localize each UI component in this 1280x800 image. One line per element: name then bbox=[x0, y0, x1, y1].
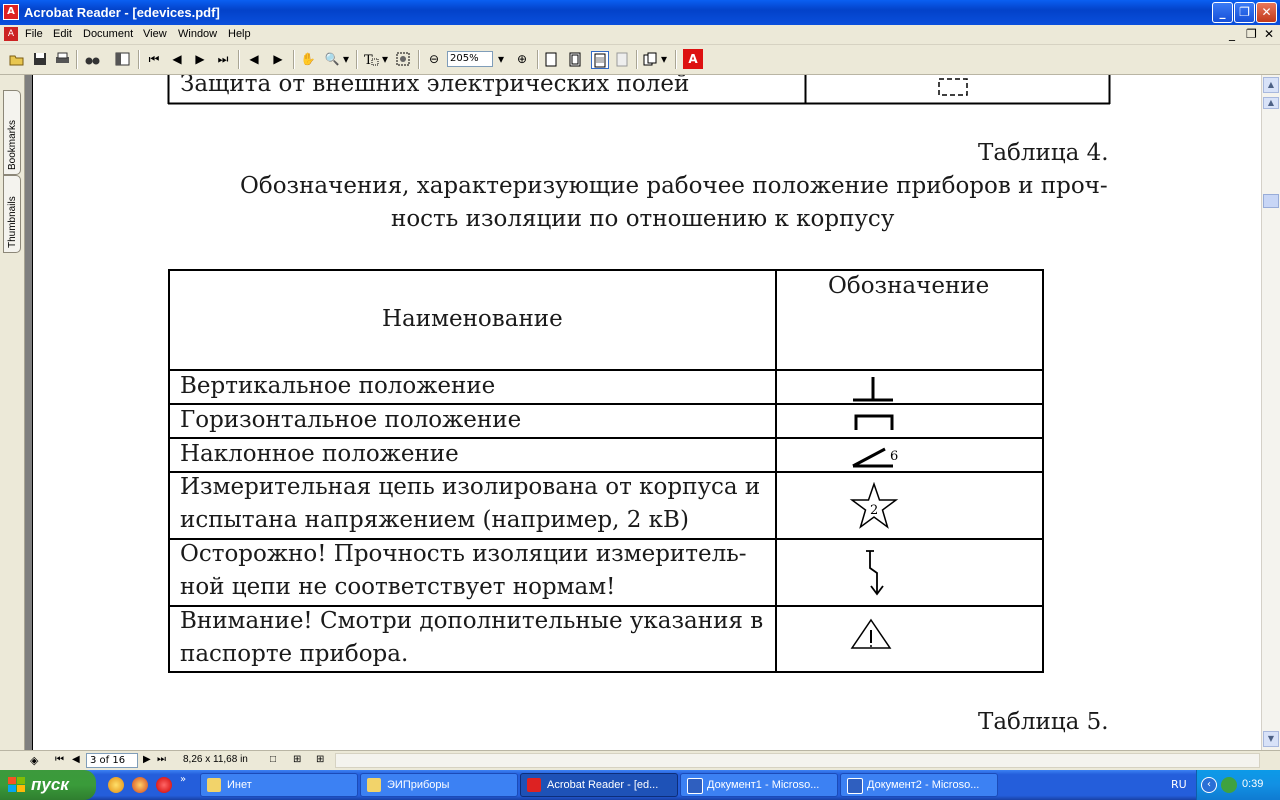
start-button[interactable] bbox=[0, 770, 96, 800]
continuous-facing-icon[interactable]: ⊞ bbox=[316, 754, 325, 765]
maximize-button[interactable]: ❐ bbox=[1234, 2, 1255, 23]
inclined-position-symbol bbox=[851, 441, 907, 471]
star-test-voltage-label: 2 bbox=[870, 503, 879, 518]
page-nav-toggle-icon[interactable]: ◈ bbox=[30, 755, 39, 767]
window-title: Acrobat Reader - [edevices.pdf] bbox=[24, 5, 220, 20]
word-icon bbox=[687, 778, 703, 794]
first-page-icon[interactable]: ⏮ bbox=[148, 51, 160, 66]
rotate-dropdown-icon[interactable]: ▾ bbox=[660, 52, 668, 66]
hand-tool-icon[interactable]: ✋ bbox=[300, 52, 316, 66]
status-last-page-icon[interactable]: ⏭ bbox=[157, 754, 166, 765]
previous-page-icon[interactable]: ◀ bbox=[172, 52, 182, 66]
fit-width-icon[interactable] bbox=[591, 51, 609, 69]
table4-caption-line1: Обозначения, характеризующие рабочее положение приборов и проч- bbox=[240, 173, 1108, 199]
bookmarks-tab[interactable] bbox=[3, 90, 21, 175]
find-binoculars-icon[interactable] bbox=[84, 51, 100, 67]
row-insulation-warning-text-line1: Осторожно! Прочность изоляции измеритель- bbox=[180, 541, 747, 567]
page-number-field[interactable]: 3 of 16 bbox=[86, 753, 138, 768]
taskbar-button-document2[interactable] bbox=[840, 773, 998, 797]
horizontal-position-symbol bbox=[853, 412, 895, 432]
doc-close-button[interactable]: ✕ bbox=[1264, 27, 1275, 41]
document-view[interactable] bbox=[25, 75, 1261, 750]
toolbar-separator bbox=[238, 50, 240, 69]
row-attention-text-line2: паспорте прибора. bbox=[180, 641, 409, 667]
page-size-text: 8,26 x 11,68 in bbox=[183, 754, 248, 765]
print-icon[interactable] bbox=[54, 51, 70, 67]
row-inclined-position-text: Наклонное положение bbox=[180, 441, 459, 467]
prev-table-row-text: Защита от внешних электрических полей bbox=[180, 75, 690, 97]
actual-size-icon[interactable] bbox=[543, 51, 559, 67]
taskbar-button-eipribory[interactable] bbox=[360, 773, 518, 797]
status-first-page-icon[interactable]: ⏮ bbox=[55, 754, 64, 765]
taskbar-button-label: Документ2 - Microso... bbox=[867, 779, 980, 791]
quicklaunch-icon-1[interactable] bbox=[108, 777, 124, 793]
toolbar bbox=[0, 45, 1280, 75]
scroll-thumb[interactable] bbox=[1263, 194, 1279, 208]
go-forward-icon[interactable]: ▶ bbox=[273, 52, 283, 66]
zoom-out-icon[interactable]: ⊖ bbox=[428, 52, 440, 66]
taskbar-button-label: Документ1 - Microso... bbox=[707, 779, 820, 791]
row-isolated-circuit-text-line2: испытана напряжением (например, 2 кВ) bbox=[180, 507, 689, 533]
zoom-tool-dropdown-icon[interactable]: ▾ bbox=[342, 52, 350, 66]
snapshot-tool-icon[interactable] bbox=[395, 51, 411, 67]
row-vertical-position-text: Вертикальное положение bbox=[180, 373, 496, 399]
document-menu-icon[interactable]: A bbox=[4, 27, 18, 41]
table4-caption-line2: ность изоляции по отношению к корпусу bbox=[391, 206, 895, 232]
menu-window[interactable]: Window bbox=[178, 28, 218, 40]
doc-minimize-button[interactable]: _ bbox=[1229, 27, 1235, 41]
scroll-page-up-button[interactable]: ▲ bbox=[1263, 97, 1279, 109]
table4-header-symbol: Обозначение bbox=[828, 273, 990, 299]
scroll-up-button[interactable]: ▲ bbox=[1263, 77, 1279, 93]
start-label: пуск bbox=[31, 775, 69, 794]
toolbar-separator bbox=[138, 50, 140, 69]
toolbar-separator bbox=[675, 50, 677, 69]
table4-header-name: Наименование bbox=[382, 306, 563, 332]
toolbar-separator bbox=[356, 50, 358, 69]
next-page-icon[interactable]: ▶ bbox=[195, 52, 205, 66]
row-insulation-warning-text-line2: ной цепи не соответствует нормам! bbox=[180, 574, 616, 600]
close-button[interactable]: ✕ bbox=[1256, 2, 1277, 23]
row-isolated-circuit-text-line1: Измерительная цепь изолирована от корпуса и bbox=[180, 474, 761, 500]
thumbnails-tab-label: Thumbnails bbox=[7, 196, 18, 248]
last-page-icon[interactable]: ⏭ bbox=[217, 51, 229, 66]
table4-label: Таблица 4. bbox=[978, 140, 1109, 166]
toolbar-separator bbox=[537, 50, 539, 69]
row-attention-text-line1: Внимание! Смотри дополнительные указания в bbox=[180, 608, 764, 634]
menu-file[interactable]: File bbox=[25, 28, 43, 40]
system-tray bbox=[1196, 770, 1280, 800]
doc-restore-button[interactable]: ❐ bbox=[1246, 27, 1257, 41]
tray-network-icon[interactable] bbox=[1221, 777, 1237, 793]
folder-icon bbox=[367, 778, 381, 792]
fit-page-icon[interactable] bbox=[567, 51, 583, 67]
status-prev-page-icon[interactable]: ◀ bbox=[72, 754, 80, 765]
bookmarks-tab-label: Bookmarks bbox=[7, 119, 18, 170]
horizontal-scrollbar[interactable] bbox=[335, 753, 1260, 768]
pdf-page bbox=[32, 75, 1261, 750]
menu-edit[interactable]: Edit bbox=[53, 28, 72, 40]
save-icon[interactable] bbox=[32, 51, 48, 67]
quicklaunch-more-icon[interactable]: » bbox=[180, 774, 187, 785]
acrobat-app-icon[interactable]: A bbox=[3, 4, 19, 20]
select-tool-dropdown-icon[interactable]: ▾ bbox=[381, 52, 389, 66]
menu-bar bbox=[0, 25, 1280, 45]
continuous-icon[interactable]: ⊞ bbox=[293, 754, 302, 765]
menu-help[interactable]: Help bbox=[228, 28, 251, 40]
adobe-logo-icon[interactable]: A bbox=[683, 49, 703, 69]
toolbar-separator bbox=[636, 50, 638, 69]
vertical-position-symbol bbox=[851, 375, 895, 403]
window-titlebar bbox=[0, 0, 1280, 25]
quicklaunch-opera-icon[interactable] bbox=[156, 777, 172, 793]
status-next-page-icon[interactable]: ▶ bbox=[143, 754, 151, 765]
windows-logo-icon bbox=[8, 777, 26, 793]
taskbar-button-document1[interactable] bbox=[680, 773, 838, 797]
zoom-in-tool-icon[interactable]: 🔍 bbox=[324, 52, 340, 66]
go-back-icon[interactable]: ◀ bbox=[249, 52, 259, 66]
status-bar bbox=[0, 750, 1280, 771]
open-icon[interactable] bbox=[8, 51, 24, 67]
acrobat-icon bbox=[527, 778, 541, 792]
row-horizontal-position-text: Горизонтальное положение bbox=[180, 407, 522, 433]
zoom-in-icon[interactable]: ⊕ bbox=[516, 52, 528, 66]
toolbar-separator bbox=[76, 50, 78, 69]
lightning-symbol bbox=[861, 548, 887, 598]
taskbar-button-label: ЭИПриборы bbox=[387, 779, 450, 791]
tray-expand-icon[interactable]: ‹ bbox=[1201, 777, 1217, 793]
quicklaunch-firefox-icon[interactable] bbox=[132, 777, 148, 793]
svg-text:T: T bbox=[364, 53, 373, 66]
scroll-down-button[interactable]: ▼ bbox=[1263, 731, 1279, 747]
vertical-scrollbar[interactable] bbox=[1261, 75, 1280, 750]
star-2kv-symbol bbox=[849, 482, 899, 530]
thumbnails-tab[interactable] bbox=[3, 175, 21, 253]
table5-label: Таблица 5. bbox=[978, 709, 1109, 735]
folder-icon bbox=[207, 778, 221, 792]
word-icon bbox=[847, 778, 863, 794]
zoom-level-input[interactable]: 205% bbox=[447, 51, 493, 67]
electric-field-shield-symbol bbox=[937, 77, 969, 97]
zoom-dropdown-icon[interactable]: ▾ bbox=[497, 52, 505, 66]
show-hide-navigation-pane-icon[interactable] bbox=[114, 51, 130, 67]
rotate-view-icon[interactable] bbox=[642, 51, 658, 67]
taskbar-button-inet[interactable] bbox=[200, 773, 358, 797]
menu-document[interactable]: Document bbox=[83, 28, 134, 40]
taskbar-button-label: Инет bbox=[227, 779, 252, 791]
minimize-button[interactable]: _ bbox=[1212, 2, 1233, 23]
language-indicator[interactable]: RU bbox=[1171, 778, 1187, 791]
menu-view[interactable]: View bbox=[143, 28, 167, 40]
windows-taskbar bbox=[0, 770, 1280, 800]
toolbar-separator bbox=[418, 50, 420, 69]
inclined-angle-label: 6 bbox=[890, 449, 899, 464]
clock: 0:39 bbox=[1242, 778, 1264, 790]
toolbar-separator bbox=[293, 50, 295, 69]
navigation-pane bbox=[0, 75, 25, 750]
text-select-tool-icon[interactable] bbox=[363, 51, 379, 67]
single-page-icon[interactable]: □ bbox=[270, 754, 277, 765]
warning-triangle-symbol bbox=[849, 617, 893, 651]
fit-visible-icon[interactable] bbox=[614, 51, 630, 67]
taskbar-button-acrobat[interactable] bbox=[520, 773, 678, 797]
taskbar-button-label: Acrobat Reader - [ed... bbox=[547, 779, 659, 791]
